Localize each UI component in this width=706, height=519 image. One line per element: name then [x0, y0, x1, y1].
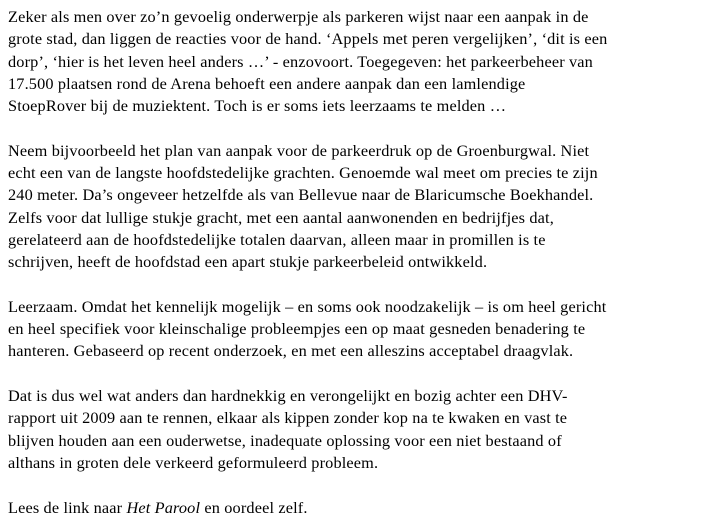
text-line: Zelfs voor dat lullige stukje gracht, met een aantal aanwonenden en bedrijfjes dat, — [8, 207, 554, 227]
text-line: Leerzaam. Omdat het kennelijk mogelijk – en soms ook noodzakelijk – is om heel gericht — [8, 296, 607, 316]
text-line: Neem bijvoorbeeld het plan van aanpak voor de parkeerdruk op de Groenburgwal. Niet — [8, 140, 590, 160]
closing-line — [8, 497, 698, 519]
text-line: gerelateerd aan de hoofdstedelijke totalen daarvan, alleen maar in promillen is te — [8, 229, 546, 249]
paragraph-groenburgwal — [8, 140, 698, 274]
text-line: grote stad, dan liggen de reacties voor de hand. ‘Appels met peren vergelijken’, ‘dit is een — [8, 29, 608, 49]
text-line: schrijven, heeft de hoofdstad een apart stukje parkeerbeleid ontwikkeld. — [8, 252, 488, 272]
text-line: 17.500 plaatsen rond de Arena behoeft een andere aanpak dan een lamlendige — [8, 73, 526, 93]
paragraph-leerzaam — [8, 296, 698, 363]
text-line: hanteren. Gebaseerd op recent onderzoek, en met een alleszins acceptabel draagvlak. — [8, 341, 574, 361]
text-line: StoepRover bij de muziektent. Toch is er soms iets leerzaams te melden … — [8, 96, 507, 116]
parool-link[interactable]: Het Parool — [126, 497, 201, 517]
text-line: Dat is dus wel wat anders dan hardnekkig en verongelijkt en bozig achter een DHV- — [8, 386, 568, 406]
text-line: Zeker als men over zo’n gevoelig onderwerpje als parkeren wijst naar een aanpak in de — [8, 7, 589, 26]
paragraph-dhv — [8, 385, 698, 474]
text-line: echt een van de langste hoofdstedelijke grachten. Genoemde wal meet om precies te zijn — [8, 163, 598, 183]
paragraph-intro — [8, 6, 698, 117]
text-line: dorp’, ‘hier is het leven heel anders …’ - enzovoort. Toegegeven: het parkeerbeheer van — [8, 51, 593, 71]
closing-prefix: Lees de link naar — [8, 497, 127, 517]
text-line: en heel specifiek voor kleinschalige probleempjes een op maat gesneden benadering te — [8, 319, 586, 339]
text-line: rapport uit 2009 aan te rennen, elkaar als kippen zonder kop na te kwaken en vast te — [8, 408, 568, 428]
paragraph-closing — [8, 497, 698, 519]
text-line: 240 meter. Da’s ongeveer hetzelfde als van Bellevue naar de Blaricumsche Boekhandel. — [8, 185, 594, 205]
closing-suffix: en oordeel zelf. — [200, 497, 308, 517]
text-line: blijven houden aan een ouderwetse, inadequate oplossing voor een niet bestaand of — [8, 430, 562, 450]
text-line: althans in groten dele verkeerd geformuleerd probleem. — [8, 452, 379, 472]
